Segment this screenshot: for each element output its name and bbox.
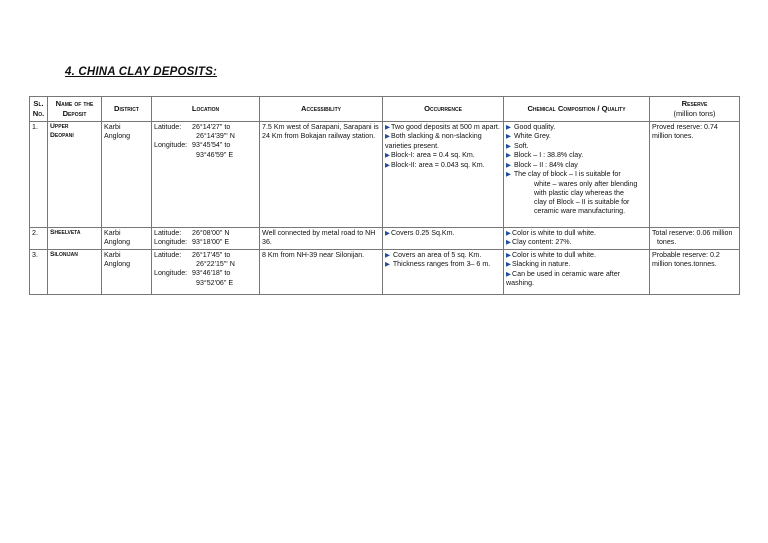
col-header-district: District bbox=[102, 97, 152, 122]
col-header-location: Location bbox=[152, 97, 260, 122]
triangle-right-icon: ▶ bbox=[506, 230, 511, 237]
chemical-text: The clay of block – I is suitable for bbox=[513, 170, 621, 179]
occurrence-text: Two good deposits at 500 m apart. bbox=[391, 123, 500, 131]
latitude-value: 26°14'27" to bbox=[192, 123, 231, 131]
triangle-right-icon: ▶ bbox=[506, 133, 511, 141]
cell-sl: 3. bbox=[30, 250, 48, 295]
cell-deposit bbox=[48, 228, 102, 250]
occurrence-text: Covers an area of 5 sq. Km. bbox=[392, 251, 482, 259]
chemical-text: Color is white to dull white. bbox=[512, 251, 596, 259]
reserve-text: Total reserve: 0.06 million bbox=[652, 229, 733, 237]
list-item bbox=[385, 151, 501, 160]
list-item bbox=[385, 260, 501, 269]
reserve-title: Reserve bbox=[681, 99, 708, 109]
triangle-right-icon: ▶ bbox=[385, 152, 390, 160]
list-item bbox=[506, 161, 647, 170]
cell-location bbox=[152, 122, 260, 228]
longitude-label: Longitude: bbox=[154, 141, 188, 150]
list-item bbox=[506, 260, 647, 269]
longitude-value: 93°52'06" E bbox=[196, 278, 234, 287]
table-header-row bbox=[30, 97, 740, 122]
list-item bbox=[385, 161, 501, 170]
list-item bbox=[506, 132, 647, 141]
cell-district bbox=[102, 122, 152, 228]
col-header-chemical: Chemical Composition / Quality bbox=[504, 97, 650, 122]
triangle-right-icon: ▶ bbox=[385, 133, 390, 141]
chemical-text: Color is white to dull white. bbox=[512, 229, 596, 237]
longitude-label: Longitude: bbox=[154, 238, 188, 247]
reserve-text: tones. bbox=[657, 238, 677, 247]
triangle-right-icon: ▶ bbox=[506, 261, 511, 269]
district-line: Karbi bbox=[104, 123, 121, 131]
district-line: Anglong bbox=[104, 260, 131, 269]
district-line: Karbi bbox=[104, 229, 121, 237]
cell-accessibility: 8 Km from NH-39 near Silonijan. bbox=[260, 250, 383, 295]
district-line: Anglong bbox=[104, 132, 131, 141]
chemical-text: Slacking in nature. bbox=[512, 260, 571, 269]
latitude-value: 26°14'39"' N bbox=[196, 132, 235, 141]
chemical-text: Can be used in ceramic ware after washing. bbox=[506, 269, 621, 288]
col-header-occurrence: Occurrence bbox=[383, 97, 504, 122]
triangle-right-icon: ▶ bbox=[385, 261, 390, 269]
longitude-value: 93°46'59" E bbox=[196, 150, 234, 159]
triangle-right-icon: ▶ bbox=[385, 124, 390, 131]
cell-accessibility: 7.5 Km west of Sarapani, Sarapani is 24 Km from Bokajan railway station. bbox=[260, 122, 383, 228]
longitude-value: 93°46'18" to bbox=[192, 269, 231, 278]
col-header-deposit: Name of the Deposit bbox=[48, 97, 102, 122]
page-heading: 4. CHINA CLAY DEPOSITS: bbox=[65, 66, 217, 78]
triangle-right-icon: ▶ bbox=[385, 161, 390, 169]
cell-accessibility: Well connected by metal road to NH 36. bbox=[260, 228, 383, 250]
col-header-accessibility: Accessibility bbox=[260, 97, 383, 122]
cell-chemical bbox=[504, 250, 650, 295]
occurrence-text: Block-II: area = 0.043 sq. Km. bbox=[391, 160, 485, 169]
table-row bbox=[30, 250, 740, 295]
list-item bbox=[385, 132, 501, 151]
latitude-label: Latitude: bbox=[154, 251, 182, 259]
china-clay-deposits-table bbox=[29, 96, 740, 295]
list-item bbox=[506, 170, 647, 179]
cell-reserve bbox=[650, 228, 740, 250]
list-item bbox=[506, 142, 647, 151]
longitude-label: Longitude: bbox=[154, 269, 188, 278]
list-item bbox=[385, 251, 501, 260]
occurrence-text: Block-I: area = 0.4 sq. Km. bbox=[391, 151, 475, 160]
list-item bbox=[385, 229, 501, 238]
triangle-right-icon: ▶ bbox=[506, 124, 511, 131]
cell-location bbox=[152, 250, 260, 295]
chemical-text: white – wares only after blending bbox=[534, 179, 638, 188]
latitude-label: Latitude: bbox=[154, 123, 182, 131]
triangle-right-icon: ▶ bbox=[506, 161, 511, 169]
cell-district bbox=[102, 250, 152, 295]
chemical-text: with plastic clay whereas the bbox=[534, 188, 624, 197]
list-item bbox=[506, 238, 647, 247]
col-header-sl-no: Sl. No. bbox=[30, 97, 48, 122]
table-row bbox=[30, 228, 740, 250]
triangle-right-icon: ▶ bbox=[506, 270, 511, 278]
list-item bbox=[385, 123, 501, 132]
occurrence-text: Both slacking & non-slacking varieties present. bbox=[385, 132, 482, 150]
triangle-right-icon: ▶ bbox=[385, 252, 390, 259]
chemical-text: clay of Block – II is suitable for bbox=[534, 198, 630, 207]
cell-sl: 2. bbox=[30, 228, 48, 250]
latitude-value: 26°17'45" to bbox=[192, 251, 231, 259]
cell-district bbox=[102, 228, 152, 250]
triangle-right-icon: ▶ bbox=[506, 252, 511, 259]
triangle-right-icon: ▶ bbox=[506, 239, 511, 247]
latitude-label: Latitude: bbox=[154, 229, 182, 237]
triangle-right-icon: ▶ bbox=[385, 230, 390, 237]
list-item bbox=[506, 151, 647, 160]
occurrence-text: Covers 0.25 Sq.Km. bbox=[391, 229, 455, 237]
latitude-value: 26°08'00" N bbox=[192, 229, 230, 237]
district-line: Anglong bbox=[104, 238, 131, 247]
cell-deposit bbox=[48, 122, 102, 228]
triangle-right-icon: ▶ bbox=[506, 171, 511, 179]
deposit-name-line: Deopani bbox=[50, 131, 74, 139]
district-line: Karbi bbox=[104, 251, 121, 259]
triangle-right-icon: ▶ bbox=[506, 142, 511, 150]
cell-reserve: Probable reserve: 0.2 million tones.tonnes. bbox=[650, 250, 740, 295]
chemical-text: White Grey. bbox=[513, 132, 551, 141]
col-header-reserve bbox=[650, 97, 740, 122]
list-item bbox=[506, 251, 647, 260]
cell-reserve: Proved reserve: 0.74 million tones. bbox=[650, 122, 740, 228]
cell-chemical bbox=[504, 122, 650, 228]
cell-sl: 1. bbox=[30, 122, 48, 228]
chemical-text: Soft. bbox=[513, 141, 529, 150]
cell-location bbox=[152, 228, 260, 250]
deposit-name-line: Upper bbox=[50, 123, 69, 130]
cell-chemical bbox=[504, 228, 650, 250]
chemical-text: Good quality. bbox=[513, 123, 556, 131]
list-item bbox=[506, 123, 647, 132]
cell-occurrence bbox=[383, 122, 504, 228]
triangle-right-icon: ▶ bbox=[506, 152, 511, 160]
cell-deposit bbox=[48, 250, 102, 295]
list-item bbox=[506, 270, 647, 289]
latitude-value: 26°22'15"' N bbox=[196, 260, 235, 269]
deposit-name-line: Silonijan bbox=[50, 251, 78, 258]
chemical-text: Block – I : 38.8% clay. bbox=[513, 151, 584, 160]
list-item bbox=[506, 229, 647, 238]
cell-occurrence bbox=[383, 228, 504, 250]
longitude-value: 93°18'00" E bbox=[192, 238, 230, 247]
occurrence-text: Thickness ranges from 3– 6 m. bbox=[392, 260, 491, 269]
chemical-text: ceramic ware manufacturing. bbox=[534, 207, 626, 216]
reserve-unit: (million tons) bbox=[673, 109, 716, 119]
cell-occurrence bbox=[383, 250, 504, 295]
longitude-value: 93°45'54" to bbox=[192, 141, 231, 150]
table-row bbox=[30, 122, 740, 228]
chemical-text: Clay content: 27%. bbox=[512, 238, 572, 247]
deposit-name-line: Sheelveta bbox=[50, 229, 81, 236]
chemical-text: Block – II : 84% clay bbox=[513, 160, 578, 169]
